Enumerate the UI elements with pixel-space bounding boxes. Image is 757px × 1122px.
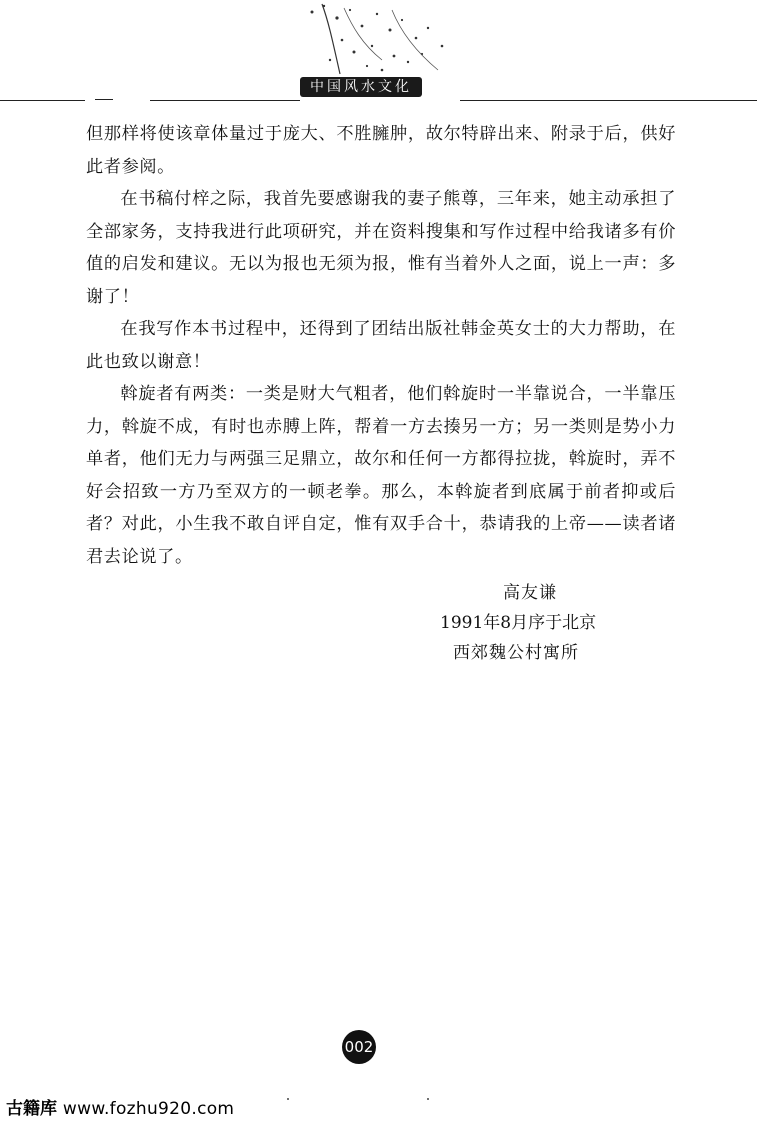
watermark: [6, 1094, 234, 1119]
signature-place: 西郊魏公村寓所: [453, 643, 579, 663]
watermark-site: www.fozhu920.com: [62, 1099, 235, 1119]
header-rule-right: [460, 100, 757, 101]
header-ornament-icon: [282, 0, 457, 80]
series-title-banner: 中国风水文化: [300, 77, 422, 97]
header-rule-dash: [95, 99, 113, 100]
paragraph-mediator: 斡旋者有两类：一类是财大气粗者，他们斡旋时一半靠说合，一半靠压力，斡旋不成，有时也赤膊上阵，帮着一方去揍另一方；另一类则是势小力单者，他们无力与两强三足鼎立，故尔和任何一方都得拉拢，斡旋时，弄不好会招致一方乃至双方的一顿老拳。那么，本斡旋者到底属于前者抑或后者？对此，小生我不敢自评自定，惟有双手合十，恭请我的上帝——读者诸君去论说了。: [86, 384, 676, 567]
scan-speck: [427, 1098, 429, 1100]
watermark-name: 古籍库: [6, 1099, 57, 1119]
header-rule-left: [0, 100, 85, 101]
paragraph-thanks-wife: 在书稿付梓之际，我首先要感谢我的妻子熊尊，三年来，她主动承担了全部家务，支持我进行此项研究，并在资料搜集和写作过程中给我诸多有价值的启发和建议。无以为报也无须为报，惟有当着外人之面，说上一声：多谢了！: [86, 189, 676, 307]
signature-author: 高友谦: [503, 583, 557, 603]
paragraph-thanks-publisher: 在我写作本书过程中，还得到了团结出版社韩金英女士的大力帮助，在此也致以谢意！: [86, 319, 676, 372]
scan-speck: [287, 1098, 289, 1100]
body-text: [86, 118, 676, 573]
paragraph-continuation: 但那样将使该章体量过于庞大、不胜臃肿，故尔特辟出来、附录于后，供好此者参阅。: [86, 124, 676, 177]
header-rule-middle: [150, 100, 300, 101]
page-number-badge: 002: [342, 1030, 376, 1064]
signature-date: 1991年8月序于北京: [440, 613, 597, 633]
